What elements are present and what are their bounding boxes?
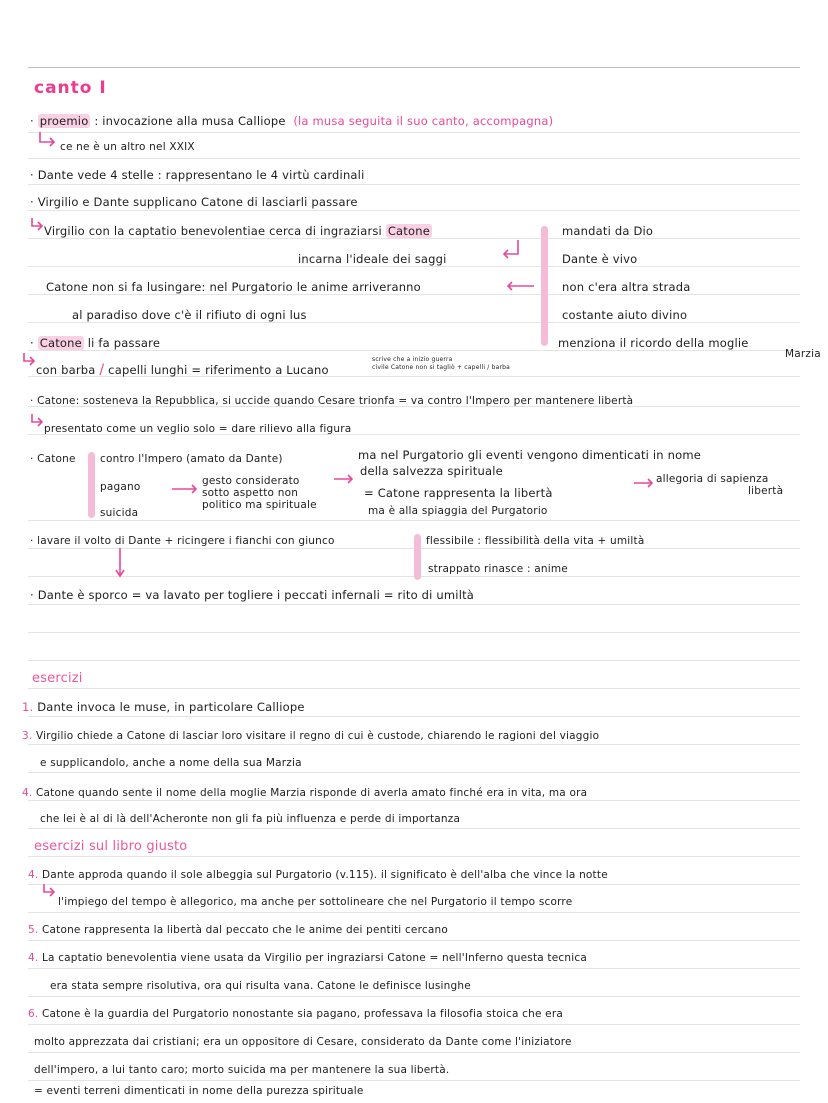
proemio-label: proemio — [39, 114, 89, 128]
sporco-line: · Dante è sporco = va lavato per togliere i peccati infernali = rito di umiltà — [30, 588, 475, 602]
libro-item-cont: molto apprezzata dai cristiani; era un oppositore di Cesare, considerato da Dante come l'iniziatore — [34, 1036, 572, 1048]
item-text: Catone è la guardia del Purgatorio nonostante sia pagano, professava la filosofia stoica che era — [41, 1008, 563, 1020]
allegoria-1: allegoria di sapienza — [656, 473, 769, 485]
libro-item-cont: dell'impero, a lui tanto caro; morto suicida ma per mantenere la sua libertà. — [34, 1064, 450, 1076]
gesto-2: sotto aspetto non — [202, 487, 299, 499]
gesto-3: politico ma spirituale — [202, 499, 317, 511]
highlight-bar — [541, 226, 548, 346]
arrow-icon — [30, 218, 44, 232]
flessibile-line: flessibile : flessibilità della vita + umiltà — [426, 535, 645, 547]
sosteneva-line: · Catone: sosteneva la Repubblica, si uccide quando Cesare trionfa = va contro l'Impero per mantenere libertà — [30, 395, 634, 407]
barba-line: con barba / capelli lunghi = riferimento a Lucano — [36, 362, 329, 378]
item-number: 6. — [28, 1008, 39, 1020]
arrow-icon — [334, 474, 354, 484]
lusingare-line: Catone non si fa lusingare: nel Purgatorio le anime arriveranno — [46, 280, 421, 294]
lavare-line: · lavare il volto di Dante + ricingere i fianchi con giunco — [30, 535, 335, 547]
right-item: Dante è vivo — [562, 252, 638, 266]
arrow-icon — [30, 414, 44, 428]
stelle-line: · Dante vede 4 stelle : rappresentano le 4 virtù cardinali — [30, 168, 365, 182]
arrow-icon — [506, 281, 536, 291]
right-item: mandati da Dio — [562, 224, 654, 238]
libro-item-arrow: l'impiego del tempo è allegorico, ma anche per sottolineare che nel Purgatorio il tempo scorre — [58, 896, 573, 908]
right-item: menziona il ricordo della moglie — [558, 336, 749, 350]
lucano-text: = riferimento a Lucano — [191, 363, 329, 377]
item-text: Catone quando sente il nome della moglie Marzia risponde di averla amato finché era in vita, ma ora — [35, 787, 588, 799]
esercizio-item-cont: e supplicandolo, anche a nome della sua Marzia — [40, 757, 302, 769]
marzia-note: Marzia — [785, 348, 821, 360]
catone-passare: li fa passare — [87, 336, 161, 350]
arrow-icon — [172, 484, 198, 494]
xxix-note: ce ne è un altro nel XXIX — [60, 141, 195, 153]
item-number: 3. — [22, 730, 33, 742]
captatio-line — [44, 224, 432, 238]
arrow-icon — [114, 548, 126, 578]
item-number: 4. — [28, 952, 39, 964]
purgatorio-line-3: = Catone rappresenta la libertà — [364, 486, 553, 500]
scrive-note-1: scrive che a inizio guerra — [372, 356, 453, 363]
purgatorio-line-4: ma è alla spiaggia del Purgatorio — [368, 505, 548, 517]
highlight-bar — [88, 452, 95, 518]
purgatorio-line-1: ma nel Purgatorio gli eventi vengono dimenticati in nome — [358, 448, 702, 462]
contro-text: contro l'Impero (amato da Dante) — [100, 453, 283, 465]
catone-passare-line: · Catone li fa passare — [30, 336, 161, 350]
right-item: costante aiuto divino — [562, 308, 688, 322]
catone-word: · Catone — [30, 453, 76, 465]
veglio-line: presentato come un veglio solo = dare rilievo alla figura — [44, 423, 352, 435]
barba-text: con barba — [36, 363, 96, 377]
libro-footer: = eventi terreni dimenticati in nome della purezza spirituale — [34, 1085, 364, 1097]
pagano-text: pagano — [100, 481, 141, 493]
allegoria-2: libertà — [748, 485, 784, 497]
item-text: Virgilio chiede a Catone di lasciar loro visitare il regno di cui è custode, chiarendo le ragioni del viaggio — [35, 730, 600, 742]
arrow-icon — [634, 478, 654, 488]
highlight-bar — [414, 534, 421, 580]
esercizi-heading: esercizi — [32, 671, 83, 686]
esercizio-item-cont: che lei è al di là dell'Acheronte non gli fa più influenza e perde di importanza — [40, 813, 461, 825]
libro-item — [28, 1007, 563, 1021]
suicida-text: suicida — [100, 507, 139, 519]
arrow-icon — [500, 240, 522, 264]
page-title: canto I — [34, 78, 107, 98]
proemio-note: (la musa seguita il suo canto, accompagna) — [293, 114, 554, 128]
top-divider — [28, 67, 800, 68]
item-number: 4. — [28, 869, 39, 881]
esercizio-item — [22, 786, 587, 800]
strappato-line: strappato rinasce : anime — [428, 563, 568, 575]
paradiso-line: al paradiso dove c'è il rifiuto di ogni lus — [72, 308, 307, 322]
proemio-line: · proemio : invocazione alla musa Calliope (la musa seguita il suo canto, accompagna) — [30, 114, 554, 128]
item-number: 1. — [22, 700, 34, 714]
scrive-note-2: civile Catone non si tagliò + capelli / barba — [372, 364, 511, 371]
esercizio-item — [22, 700, 305, 714]
catone-label: Catone — [39, 336, 82, 350]
libro-item — [28, 923, 448, 937]
item-text: Catone rappresenta la libertà dal peccato che le anime dei pentiti cercano — [41, 924, 448, 936]
gesto-1: gesto considerato — [202, 475, 300, 487]
supplicano-line: · Virgilio e Dante supplicano Catone di lasciarli passare — [30, 195, 358, 209]
arrow-icon — [42, 884, 56, 898]
item-number: 4. — [22, 787, 33, 799]
capelli-text: capelli lunghi — [108, 363, 188, 377]
libro-item-cont: era stata sempre risolutiva, ora qui risulta vana. Catone le definisce lusinghe — [50, 980, 471, 992]
item-text: Dante invoca le muse, in particolare Calliope — [37, 700, 305, 714]
right-item: non c'era altra strada — [562, 280, 691, 294]
captatio-catone: Catone — [387, 224, 431, 238]
item-text: Dante approda quando il sole albeggia sul Purgatorio (v.115). il significato è dell'alba che vince la notte — [41, 869, 608, 881]
item-number: 5. — [28, 924, 39, 936]
incarna-line: incarna l'ideale dei saggi — [298, 252, 447, 266]
item-text: La captatio benevolentia viene usata da Virgilio per ingraziarsi Catone = nell'Inferno questa tecnica — [41, 952, 587, 964]
libro-heading: esercizi sul libro giusto — [34, 839, 188, 854]
libro-item — [28, 868, 608, 882]
captatio-text: Virgilio con la captatio benevolentiae cerca di ingraziarsi — [44, 224, 382, 238]
proemio-text: : invocazione alla musa Calliope — [94, 114, 286, 128]
arrow-icon — [38, 132, 58, 148]
libro-item — [28, 951, 587, 965]
esercizio-item — [22, 729, 599, 743]
arrow-icon — [22, 353, 36, 367]
purgatorio-line-2: della salvezza spirituale — [360, 464, 503, 478]
